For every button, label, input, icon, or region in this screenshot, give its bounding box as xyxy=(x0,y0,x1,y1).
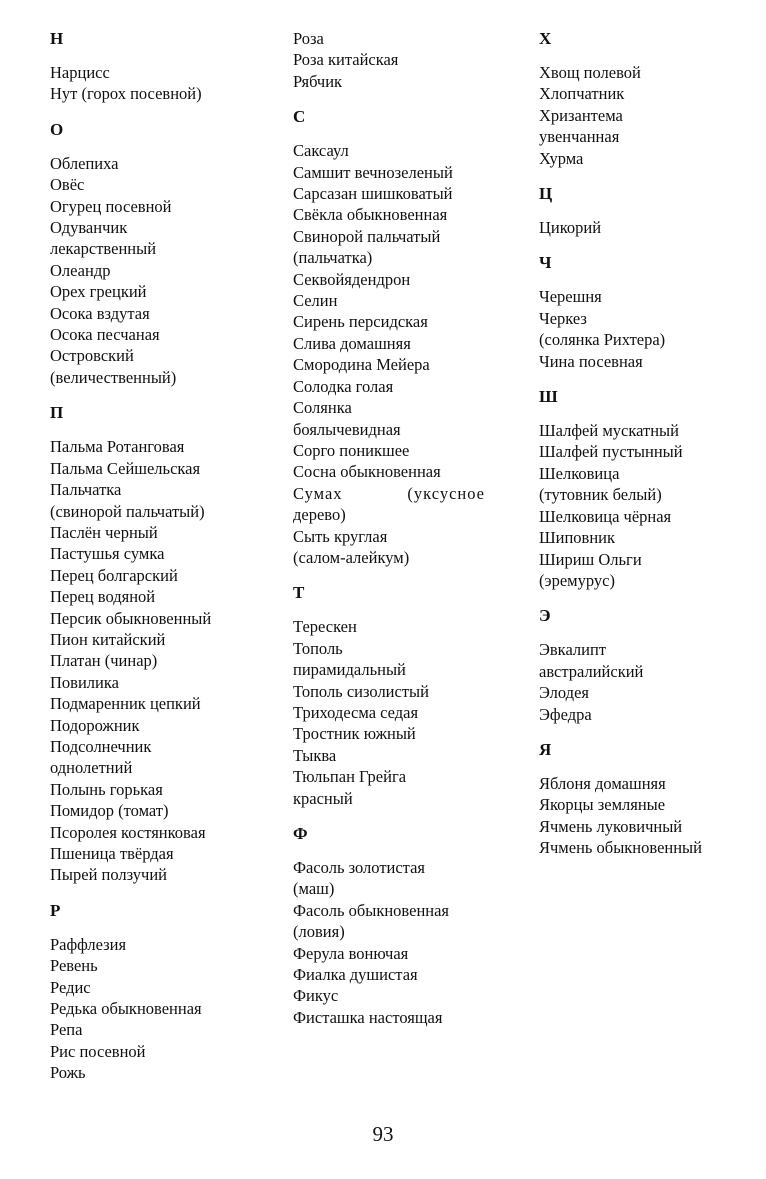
index-entry: Черешня xyxy=(539,287,602,307)
index-entry: Тополь сизолистый xyxy=(293,681,429,701)
section-letter: Р xyxy=(50,900,61,920)
index-entry: Фиалка душистая xyxy=(293,965,418,985)
section-letter: Ц xyxy=(539,184,553,204)
index-entry: Шелковица xyxy=(539,463,620,483)
index-entry: Овёс xyxy=(50,175,85,195)
index-entry: Сарсазан шишковатый xyxy=(293,184,453,204)
section-letter: О xyxy=(50,119,64,139)
index-entry: Перец болгарский xyxy=(50,565,178,585)
index-list xyxy=(50,62,250,105)
index-entry: Тополь xyxy=(293,638,343,658)
index-entry: Осока песчаная xyxy=(50,325,160,345)
index-entry: Фикус xyxy=(293,986,339,1006)
index-entry: Роза китайская xyxy=(293,50,399,70)
section-letter: Ф xyxy=(293,824,308,843)
index-entry: Тюльпан Грейга xyxy=(293,767,407,787)
section-letter: Х xyxy=(539,29,552,48)
index-entry: Элодея xyxy=(539,683,589,703)
index-column-3 xyxy=(539,28,739,859)
index-entry: пирамидальный xyxy=(293,660,406,680)
section-letter: Ш xyxy=(539,387,558,407)
index-entry: Шалфей пустынный xyxy=(539,442,683,462)
index-list xyxy=(539,286,739,372)
index-entry: Сорго поникшее xyxy=(293,440,410,460)
index-entry: Огурец посевной xyxy=(50,196,172,216)
index-entry: Рябчик xyxy=(293,71,343,91)
index-entry: Хурма xyxy=(539,148,584,168)
index-list xyxy=(539,639,739,725)
index-entry: Сумах (уксусное xyxy=(293,483,485,503)
index-entry: Черкез xyxy=(539,308,587,328)
index-entry: Хвощ полевой xyxy=(539,63,641,82)
index-entry: (величественный) xyxy=(50,367,177,387)
section-letter: Т xyxy=(293,583,305,603)
index-list xyxy=(293,616,485,809)
index-entry: Селин xyxy=(293,291,338,311)
index-entry: Репа xyxy=(50,1020,83,1040)
index-entry: Самшит вечнозеленый xyxy=(293,162,453,182)
index-entry: (тутовник белый) xyxy=(539,485,662,505)
index-entry: Повилика xyxy=(50,672,119,692)
index-entry: Фасоль золотистая xyxy=(293,858,426,877)
index-entry: Шириш Ольги xyxy=(539,549,642,569)
index-entry: Ячмень обыкновенный xyxy=(539,838,702,858)
index-entry: Платан (чинар) xyxy=(50,651,158,671)
index-entry: Осока вздутая xyxy=(50,303,150,323)
index-entry: Солодка голая xyxy=(293,376,394,396)
index-entry: лекарственный xyxy=(50,239,157,259)
index-entry: Нарцисс xyxy=(50,63,110,82)
index-entry: Сыть круглая xyxy=(293,526,388,546)
index-entry: Пальчатка xyxy=(50,480,122,500)
index-entry: (эремурус) xyxy=(539,570,615,590)
index-entry: Пальма Ротанговая xyxy=(50,437,185,457)
index-entry: красный xyxy=(293,788,353,808)
index-list xyxy=(50,934,250,1084)
index-entry: Ячмень луковичный xyxy=(539,816,683,836)
index-entry: Пион китайский xyxy=(50,629,166,649)
section-letter: Н xyxy=(50,29,64,48)
index-entry: Полынь горькая xyxy=(50,779,163,799)
index-entry: Облепиха xyxy=(50,153,119,173)
index-list xyxy=(293,140,485,568)
index-entry: Нут (горох посевной) xyxy=(50,84,202,104)
index-entry: Подсолнечник xyxy=(50,736,152,756)
index-entry: Фасоль обыкновенная xyxy=(293,900,450,920)
section-letter: Э xyxy=(539,606,551,626)
index-list xyxy=(293,857,485,1028)
index-entry: Свёкла обыкновенная xyxy=(293,205,448,225)
index-entry: Фисташка настоящая xyxy=(293,1007,443,1027)
index-entry: Одуванчик xyxy=(50,218,128,238)
index-list xyxy=(293,28,485,92)
index-entry: Пшеница твёрдая xyxy=(50,844,174,863)
index-entry: Хлопчатник xyxy=(539,84,625,104)
index-entry: Яблоня домашняя xyxy=(539,773,666,793)
index-entry: Рожь xyxy=(50,1063,86,1083)
index-entry: Секвойядендрон xyxy=(293,269,411,289)
index-column-1 xyxy=(50,28,250,1084)
index-entry: Сирень персидская xyxy=(293,312,428,332)
index-entry: Эвкалипт xyxy=(539,640,607,660)
index-entry: Слива домашняя xyxy=(293,333,411,353)
index-list xyxy=(539,62,739,169)
index-entry: Раффлезия xyxy=(50,934,127,954)
index-entry: Пальма Сейшельская xyxy=(50,458,201,478)
index-entry: (салом-алейкум) xyxy=(293,547,410,567)
index-entry: Хризантема xyxy=(539,105,623,125)
index-entry: Редис xyxy=(50,977,91,997)
index-entry: дерево) xyxy=(293,505,346,525)
index-list xyxy=(539,217,739,238)
index-entry: однолетний xyxy=(50,758,133,778)
index-entry: Редька обыкновенная xyxy=(50,999,202,1019)
index-entry: Триходесма седая xyxy=(293,702,419,722)
index-entry: Перец водяной xyxy=(50,587,156,607)
index-entry: (пальчатка) xyxy=(293,248,373,268)
index-entry: Паслён черный xyxy=(50,522,158,542)
index-entry: Псоролея костянковая xyxy=(50,822,206,842)
index-entry: Пастушья сумка xyxy=(50,544,165,564)
index-entry: Персик обыкновенный xyxy=(50,608,212,628)
index-entry: (свинорой пальчатый) xyxy=(50,501,205,521)
index-entry: Терескен xyxy=(293,617,357,637)
index-entry: Саксаул xyxy=(293,141,349,161)
index-entry: увенчанная xyxy=(539,127,620,147)
index-list xyxy=(50,153,250,388)
index-entry: Свинорой пальчатый xyxy=(293,226,441,246)
index-entry: Шелковица чёрная xyxy=(539,506,672,526)
index-column-2 xyxy=(293,28,485,1028)
index-entry: Якорцы земляные xyxy=(539,795,666,815)
section-letter: Я xyxy=(539,739,552,759)
index-entry: Подмаренник цепкий xyxy=(50,694,201,714)
index-entry: Помидор (томат) xyxy=(50,801,169,821)
index-entry: Подорожник xyxy=(50,715,140,735)
index-list xyxy=(539,420,739,591)
section-letter: П xyxy=(50,403,64,423)
index-entry: (солянка Рихтера) xyxy=(539,330,666,350)
index-list xyxy=(539,773,739,859)
index-entry: Солянка xyxy=(293,398,352,418)
index-entry: Смородина Мейера xyxy=(293,355,430,375)
index-entry: австралийский xyxy=(539,661,644,681)
index-entry: Островский xyxy=(50,346,134,366)
index-entry: (ловия) xyxy=(293,922,345,942)
index-entry: Роза xyxy=(293,29,324,48)
page-number: 93 xyxy=(372,1122,394,1146)
index-entry: Тростник южный xyxy=(293,724,416,744)
index-entry: (маш) xyxy=(293,879,335,899)
index-entry: Шалфей мускатный xyxy=(539,421,679,441)
index-entry: Шиповник xyxy=(539,528,616,548)
section-letter: С xyxy=(293,107,306,127)
index-entry: Олеандр xyxy=(50,260,111,280)
index-entry: Ферула вонючая xyxy=(293,943,409,963)
index-entry: Сосна обыкновенная xyxy=(293,462,441,482)
index-list xyxy=(50,436,250,886)
index-entry: Рис посевной xyxy=(50,1041,146,1061)
index-entry: Орех грецкий xyxy=(50,282,147,302)
index-entry: боялычевидная xyxy=(293,419,401,439)
index-entry: Пырей ползучий xyxy=(50,865,168,885)
index-entry: Эфедра xyxy=(539,704,592,724)
index-entry: Тыква xyxy=(293,745,337,765)
index-entry: Цикорий xyxy=(539,218,602,238)
section-letter: Ч xyxy=(539,253,552,273)
index-entry: Ревень xyxy=(50,956,98,976)
index-entry: Чина посевная xyxy=(539,351,643,371)
